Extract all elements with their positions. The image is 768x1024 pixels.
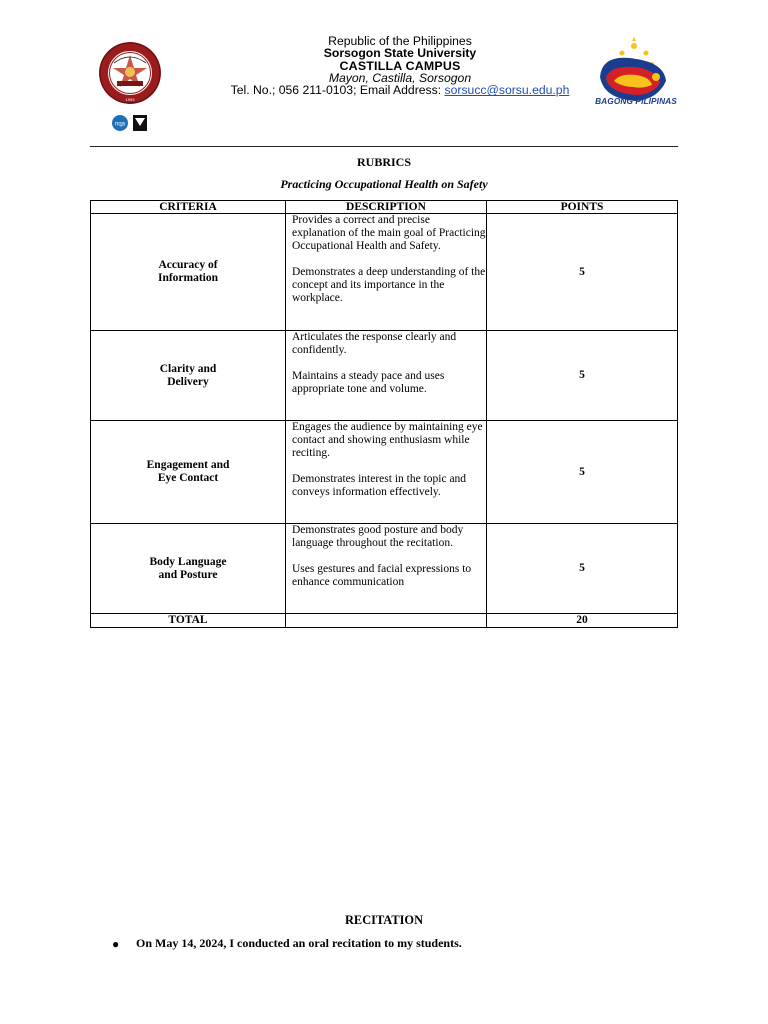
points-cell: 5 [487,214,678,331]
recitation-title: RECITATION [344,913,424,927]
certification-badges [111,114,151,132]
criteria-cell [91,214,286,331]
description-text: Demonstrates interest in the topic and conveys information effectively. [292,472,467,498]
table-row [91,214,678,331]
column-header-criteria: CRITERIA [91,201,286,214]
table-row [91,524,678,614]
bagong-pilipinas-label: BAGONG PILIPINAS [595,96,677,106]
description-text: Demonstrates a deep understanding of the concept and its importance in the workplace. [292,265,486,304]
letterhead [0,0,768,140]
description-text: Maintains a steady pace and uses appropriate tone and volume. [292,369,445,395]
total-row [91,614,678,628]
criteria-line: Engagement and [146,459,230,472]
university-seal-logo [90,41,170,105]
contact-prefix: Tel. No.; 056 211-0103; Email Address: [230,83,445,98]
criteria-line: and Posture [158,568,218,581]
criteria-line: Information [157,272,219,284]
table-row [91,331,678,421]
bullet-icon: ● [112,937,120,951]
criteria-cell [91,421,286,524]
rubrics-title: RUBRICS [356,155,411,169]
total-label: TOTAL [91,614,286,628]
column-header-description: DESCRIPTION [286,201,487,214]
rubrics-subtitle: Practicing Occupational Health on Safety [280,177,488,191]
description-text: Articulates the response clearly and confidently. [292,331,457,356]
table-header-row [91,201,678,214]
description-text: Demonstrates good posture and body language throughout the recitation. [292,524,464,549]
criteria-line: Eye Contact [157,472,219,484]
points-cell: 5 [487,421,678,524]
description-cell [286,214,487,331]
republic-line: Republic of the Philippines [328,34,472,48]
description-cell [286,331,487,421]
institution-header [200,35,600,96]
description-text: Provides a correct and precise explanation of the main goal of Practicing Occupational Health and Safety. [292,214,486,252]
total-points: 20 [487,614,678,628]
campus-address: Mayon, Castilla, Sorsogon [328,70,472,85]
total-empty-cell [286,614,487,628]
criteria-cell [91,331,286,421]
recitation-bullet-text: On May 14, 2024, I conducted an oral recitation to my students. [136,936,462,950]
points-cell: 5 [487,524,678,614]
table-row [91,421,678,524]
description-text: Uses gestures and facial expressions to enhance communication [292,562,472,588]
points-cell: 5 [487,331,678,421]
criteria-line: Body Language [149,555,227,568]
campus-name: CASTILLA CAMPUS [339,58,461,73]
header-divider [90,146,678,147]
rubric-table [90,200,678,628]
email-link[interactable]: sorsucc@sorsu.edu.ph [444,83,570,98]
criteria-line: Delivery [167,375,209,388]
svg-text:nqa: nqa [114,121,126,128]
description-cell [286,524,487,614]
criteria-line: Clarity and [159,362,217,375]
contact-line [200,84,600,96]
criteria-cell [91,524,286,614]
description-text: Engages the audience by maintaining eye contact and showing enthusiasm while reciting. [292,421,483,459]
criteria-line: Accuracy of [158,259,218,272]
university-name: Sorsogon State University [323,46,477,61]
description-cell [286,421,487,524]
svg-text:1993: 1993 [125,97,135,102]
column-header-points: POINTS [487,201,678,214]
